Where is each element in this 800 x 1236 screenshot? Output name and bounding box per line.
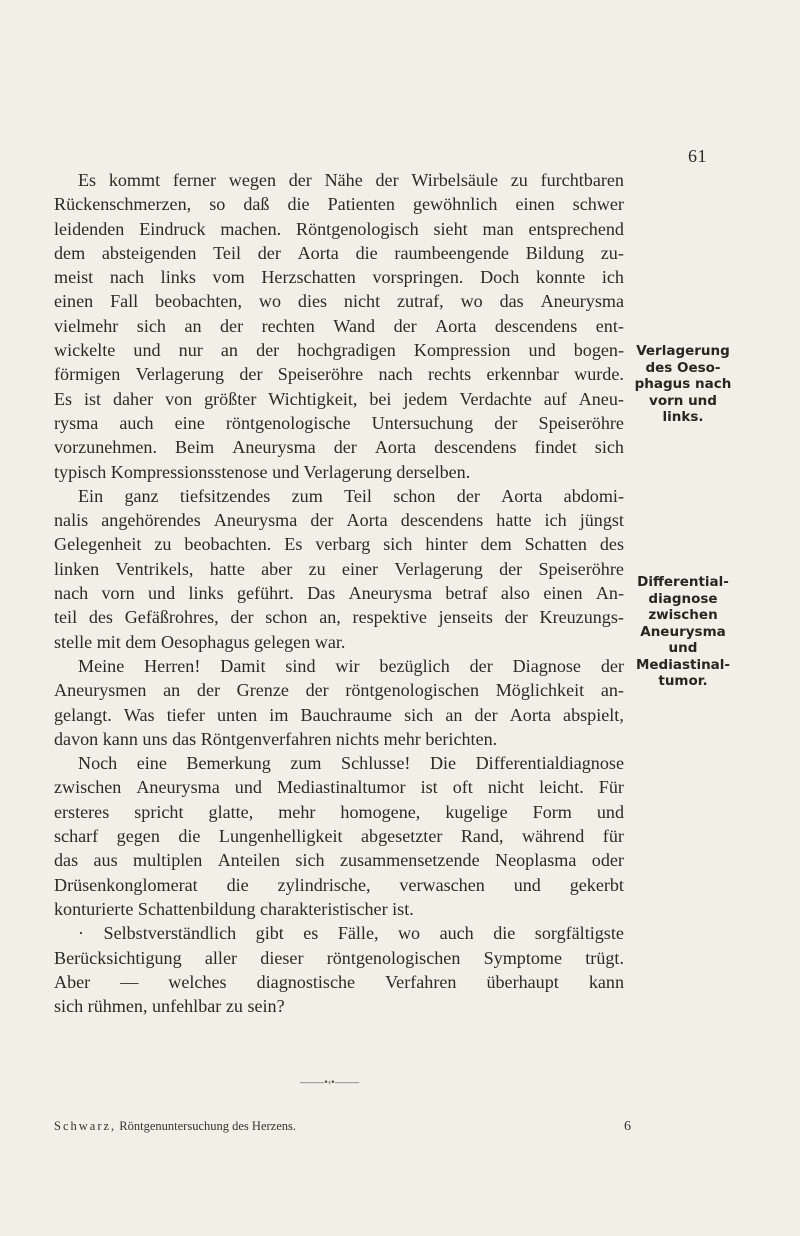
text-line: linken Ventrikels, hatte aber zu einer Verlagerung der Speiseröhre — [54, 558, 624, 579]
text-line: nalis angehörendes Aneurysma der Aorta descendens hatte ich jüngst — [54, 510, 624, 531]
text-line: scharf gegen die Lungenhelligkeit abgesetzter Rand, während für — [54, 826, 624, 847]
body-text — [54, 168, 624, 1018]
text-line: einen Fall beobachten, wo dies nicht zutraf, wo das Aneurysma — [54, 291, 624, 312]
text-line: · Selbstverständlich gibt es Fälle, wo auch die sorgfältigste — [78, 923, 624, 944]
text-line: Es ist daher von größter Wichtigkeit, bei jedem Verdachte auf Aneu- — [54, 388, 624, 409]
margin-note-line: Mediastinal- — [635, 656, 731, 673]
paragraph-3 — [54, 654, 624, 751]
text-line: Es kommt ferner wegen der Nähe der Wirbelsäule zu furchtbaren — [78, 170, 624, 190]
margin-note-differentialdiagnose — [628, 574, 738, 690]
margin-note-line: Verlagerung — [636, 343, 730, 359]
footer-author: Schwarz, — [54, 1119, 117, 1133]
margin-note-line: und — [668, 640, 698, 656]
text-line: zwischen Aneurysma und Mediastinaltumor ist oft nicht leicht. Für — [54, 777, 624, 798]
footer-signature: 6 — [624, 1119, 631, 1134]
text-line: förmigen Verlagerung der Speiseröhre nach rechts erkennbar wurde. — [54, 364, 624, 385]
margin-note-line: des Oeso- — [645, 359, 721, 376]
text-line: davon kann uns das Röntgenverfahren nichts mehr berichten. — [54, 728, 498, 749]
text-line: vielmehr sich an der rechten Wand der Aorta descendens ent- — [54, 315, 624, 336]
text-line: teil des Gefäßrohres, der schon an, respektive jenseits der Kreuzungs- — [54, 607, 624, 628]
paragraph-2 — [54, 484, 624, 654]
text-line: Berücksichtigung aller dieser röntgenologischen Symptome trügt. — [54, 947, 624, 968]
page-number: 61 — [688, 146, 707, 166]
text-line: rysma auch eine röntgenologische Untersuchung der Speiseröhre — [54, 412, 624, 433]
text-line: konturierte Schattenbildung charakteristischer ist. — [54, 898, 414, 919]
margin-note-line: Differential- — [637, 574, 729, 590]
text-line: gelangt. Was tiefer unten im Bauchraume sich an der Aorta abspielt, — [54, 704, 624, 725]
text-line: Rückenschmerzen, so daß die Patienten gewöhnlich einen schwer — [54, 194, 624, 215]
margin-note-line: Aneurysma — [640, 623, 726, 640]
margin-note-verlagerung — [628, 343, 738, 426]
text-line: Gelegenheit zu beobachten. Es verbarg sich hinter dem Schatten des — [54, 534, 624, 555]
paragraph-4 — [54, 751, 624, 921]
text-line: wickelte und nur an der hochgradigen Kompression und bogen- — [54, 340, 624, 361]
paragraph-5 — [54, 921, 624, 1018]
margin-note-line: vorn und — [649, 392, 717, 409]
margin-note-line: links. — [662, 409, 704, 425]
text-line: ersteres spricht glatte, mehr homogene, kugelige Form und — [54, 801, 624, 822]
paragraph-1 — [54, 168, 624, 484]
text-line: vorzunehmen. Beim Aneurysma der Aorta descendens findet sich — [54, 437, 624, 458]
text-line: Noch eine Bemerkung zum Schlusse! Die Differentialdiagnose — [78, 753, 624, 774]
text-line: dem absteigenden Teil der Aorta die raumbeengende Bildung zu- — [54, 242, 624, 263]
margin-note-line: tumor. — [658, 673, 708, 689]
footer-title: Röntgenuntersuchung des Herzens. — [119, 1119, 296, 1133]
text-line: Aneurysmen an der Grenze der röntgenologischen Möglichkeit an- — [54, 680, 624, 701]
text-line: Ein ganz tiefsitzendes zum Teil schon der Aorta abdomi- — [78, 485, 624, 506]
text-line: Meine Herren! Damit sind wir bezüglich der Diagnose der — [78, 655, 624, 676]
text-line: leidenden Eindruck machen. Röntgenologisch sieht man entsprechend — [54, 218, 624, 239]
margin-note-line: diagnose — [648, 590, 718, 607]
ornament-divider: ———•‹•——— — [299, 1078, 359, 1088]
text-line: typisch Kompressionsstenose und Verlagerung derselben. — [54, 461, 471, 482]
text-line: sich rühmen, unfehlbar zu sein? — [54, 996, 285, 1017]
text-line: stelle mit dem Oesophagus gelegen war. — [54, 631, 346, 652]
text-line: Drüsenkonglomerat die zylindrische, verwaschen und gekerbt — [54, 874, 624, 895]
margin-note-line: phagus nach — [634, 376, 732, 392]
text-line: meist nach links vom Herzschatten vorspringen. Doch konnte ich — [54, 267, 624, 288]
text-line: nach vorn und links geführt. Das Aneurysma betraf also einen An- — [54, 583, 624, 604]
margin-note-line: zwischen — [648, 607, 718, 623]
footer — [54, 1119, 631, 1134]
text-line: das aus multiplen Anteilen sich zusammensetzende Neoplasma oder — [54, 850, 624, 871]
text-line: Aber — welches diagnostische Verfahren überhaupt kann — [54, 971, 624, 992]
